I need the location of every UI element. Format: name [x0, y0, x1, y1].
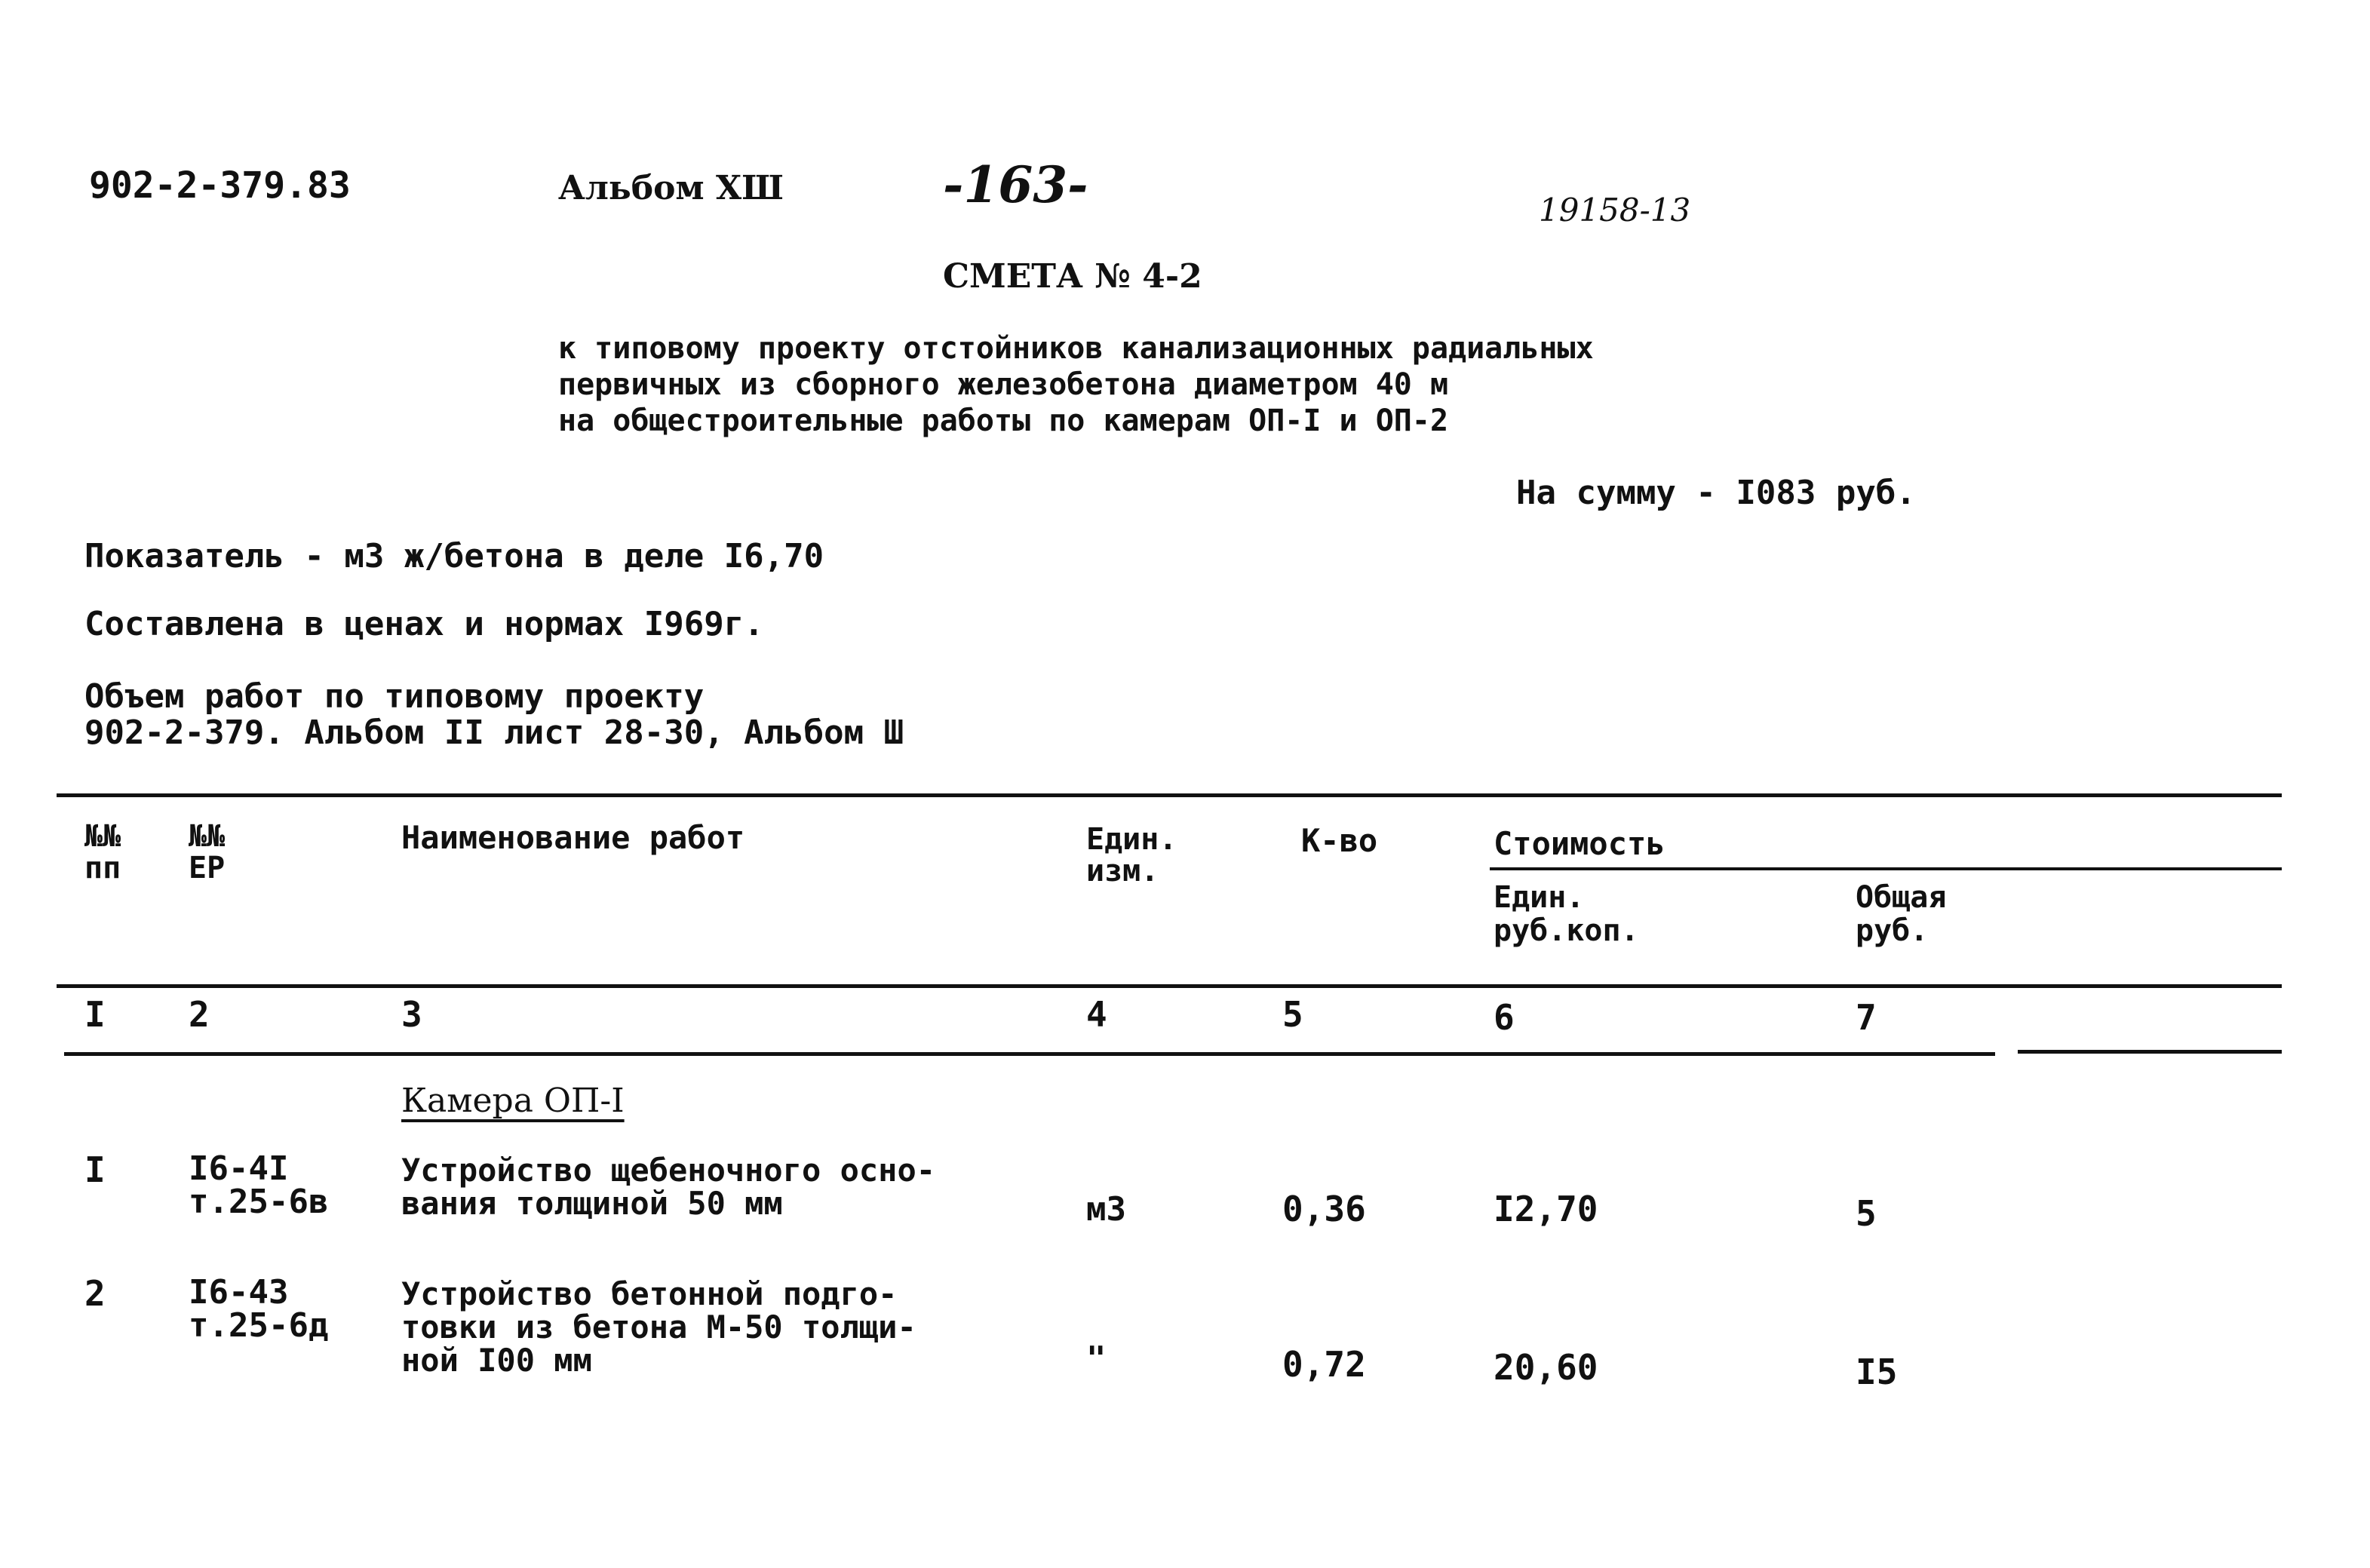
column-number: 5: [1282, 994, 1303, 1035]
archive-number: 19158-13: [1539, 192, 1691, 229]
header-er: №№ ЕР: [189, 819, 226, 885]
page-number: -163-: [943, 155, 1088, 214]
row-er: I6-43 т.25-6д: [189, 1273, 329, 1345]
row-num: I: [84, 1149, 106, 1190]
volume-line-1: Объем работ по типовому проекту: [84, 677, 705, 716]
document-code: 902-2-379.83: [89, 164, 351, 207]
row-qty: 0,72: [1282, 1344, 1366, 1385]
volume-line-2: 902-2-379. Альбом II лист 28-30, Альбом Ш: [84, 713, 904, 752]
indicator-line: Показатель - м3 ж/бетона в деле I6,70: [84, 537, 824, 575]
column-number: 2: [189, 994, 210, 1035]
column-number: 7: [1856, 997, 1877, 1038]
column-number: 3: [401, 994, 422, 1035]
title-line-3: на общестроительные работы по камерам ОП-I и ОП-2: [558, 404, 1449, 438]
title-line-1: к типовому проекту отстойников канализационных радиальных: [558, 331, 1594, 366]
album-label: Альбом XШ: [558, 169, 784, 207]
cost-subheader-rule: [1490, 867, 2282, 870]
header-name: Наименование работ: [401, 819, 745, 856]
column-numbers-rule-left: [64, 1052, 1995, 1056]
estimate-title: СМЕТА № 4-2: [943, 257, 1202, 296]
row-name: Устройство щебеночного осно- вания толщиной 50 мм: [401, 1152, 936, 1223]
header-unit-cost: Един. руб.коп.: [1494, 880, 1639, 948]
header-bottom-rule: [57, 984, 2282, 988]
row-unit: ": [1086, 1339, 1107, 1378]
header-cost: Стоимость: [1494, 825, 1665, 862]
row-er: I6-4I т.25-6в: [189, 1149, 329, 1221]
row-unit: м3: [1086, 1190, 1126, 1229]
row-total-cost: I5: [1856, 1352, 1898, 1392]
column-numbers-rule-right: [2018, 1050, 2282, 1054]
column-number: 6: [1494, 997, 1515, 1038]
row-unit-cost: I2,70: [1494, 1189, 1598, 1229]
compiled-line: Составлена в ценах и нормах I969г.: [84, 605, 764, 643]
table-top-rule: [57, 793, 2282, 797]
row-total-cost: 5: [1856, 1193, 1877, 1234]
row-unit-cost: 20,60: [1494, 1347, 1598, 1388]
header-total-cost: Общая руб.: [1856, 880, 1947, 948]
column-number: 4: [1086, 994, 1107, 1035]
title-line-2: первичных из сборного железобетона диаметром 40 м: [558, 367, 1449, 402]
column-number: I: [84, 994, 106, 1035]
header-unit: Един. изм.: [1086, 822, 1177, 888]
row-qty: 0,36: [1282, 1189, 1366, 1229]
total-sum: На сумму - I083 руб.: [1516, 474, 1916, 512]
section-title: Камера ОП-I: [401, 1082, 625, 1120]
header-qty: К-во: [1301, 822, 1378, 859]
row-num: 2: [84, 1273, 106, 1314]
header-num: №№ пп: [84, 819, 121, 885]
row-name: Устройство бетонной подго- товки из бетона М-50 толщи- ной I00 мм: [401, 1275, 916, 1379]
